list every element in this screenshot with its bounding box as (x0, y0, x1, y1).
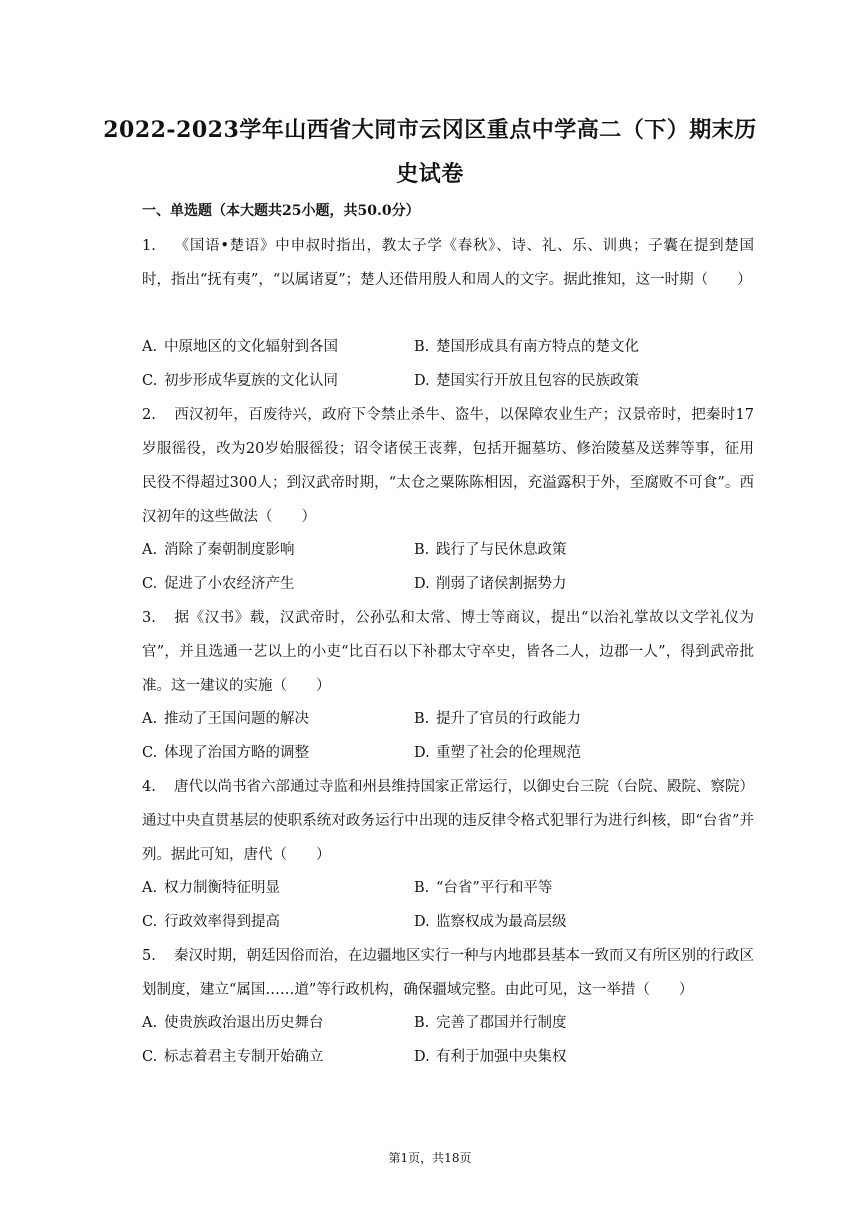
question-text: 秦汉时期，朝廷因俗而治，在边疆地区实行一种与内地郡县基本一致而又有所区别的行政区划制度，建立“属国……道”等行政机构，确保疆域完整。由此可见，这一举措（ ） (142, 948, 754, 998)
option-d[interactable]: D. 监察权成为最高层级 (414, 914, 567, 930)
question-text: 西汉初年，百废待兴，政府下令禁止杀牛、盗牛，以保障农业生产；汉景帝时，把秦时17岁服徭役，改为20岁始服徭役；诏令诸侯王丧葬，包括开掘墓坊、修治陵墓及送葬等事，征用民役不得超过300人；到汉武帝时期，“太仓之粟陈陈相因，充溢露积于外，至腐败不可食”。西汉初年的这些做法（ ） (142, 407, 754, 525)
question-3 (142, 601, 754, 703)
option-b[interactable]: B. “台省”平行和平等 (414, 880, 553, 896)
question-2 (142, 398, 754, 534)
question-number: 3. (142, 610, 156, 626)
option-d[interactable]: D. 削弱了诸侯割据势力 (414, 576, 567, 592)
section-heading: 一、单选题（本大题共25小题，共50.0分） (142, 203, 420, 219)
question-number: 4. (142, 779, 156, 795)
option-b[interactable]: B. 提升了官员的行政能力 (414, 711, 581, 727)
page-footer: 第1页，共18页 (388, 1151, 472, 1165)
option-a[interactable]: A. 中原地区的文化辐射到各国 (142, 339, 338, 355)
option-c[interactable]: C. 体现了治国方略的调整 (142, 745, 309, 761)
option-b[interactable]: B. 践行了与民休息政策 (414, 542, 567, 558)
option-c[interactable]: C. 行政效率得到提高 (142, 914, 280, 930)
question-text: 《国语•楚语》中申叔时指出，教太子学《春秋》、诗、礼、乐、训典；子囊在提到楚国时，指出“抚有夷”，“以属诸夏”；楚人还借用殷人和周人的文字。据此推知，这一时期（ ） (142, 238, 754, 288)
option-c[interactable]: C. 初步形成华夏族的文化认同 (142, 373, 338, 389)
option-b[interactable]: B. 完善了郡国并行制度 (414, 1015, 567, 1031)
title-line-2: 史试卷 (396, 161, 464, 187)
option-a[interactable]: A. 权力制衡特征明显 (142, 880, 280, 896)
option-a[interactable]: A. 消除了秦朝制度影响 (142, 542, 295, 558)
option-b[interactable]: B. 楚国形成具有南方特点的楚文化 (414, 339, 639, 355)
option-a[interactable]: A. 使贵族政治退出历史舞台 (142, 1015, 324, 1031)
question-number: 5. (142, 948, 156, 964)
option-c[interactable]: C. 促进了小农经济产生 (142, 576, 295, 592)
option-d[interactable]: D. 楚国实行开放且包容的民族政策 (414, 373, 639, 389)
option-a[interactable]: A. 推动了王国问题的解决 (142, 711, 309, 727)
question-text: 唐代以尚书省六部通过寺监和州县维持国家正常运行，以御史台三院（台院、殿院、察院）通过中央直贯基层的使职系统对政务运行中出现的违反律令格式犯罪行为进行纠核，即“台省”并列。据此可知，唐代（ ） (142, 779, 754, 863)
question-number: 1. (142, 238, 156, 254)
question-number: 2. (142, 407, 156, 423)
option-d[interactable]: D. 有利于加强中央集权 (414, 1049, 567, 1065)
option-d[interactable]: D. 重塑了社会的伦理规范 (414, 745, 581, 761)
question-text: 据《汉书》载，汉武帝时，公孙弘和太常、博士等商议，提出“以治礼掌故以文学礼仪为官”，并且选通一艺以上的小吏“比百石以下补郡太守卒史，皆各二人，边郡一人”，得到武帝批准。这一建议的实施（ ） (142, 610, 754, 694)
option-c[interactable]: C. 标志着君主专制开始确立 (142, 1049, 324, 1065)
question-4 (142, 770, 754, 872)
title-line-1: 2022-2023学年山西省大同市云冈区重点中学高二（下）期末历 (103, 117, 757, 143)
question-1 (142, 229, 754, 297)
exam-title (60, 108, 800, 196)
question-5 (142, 939, 754, 1007)
